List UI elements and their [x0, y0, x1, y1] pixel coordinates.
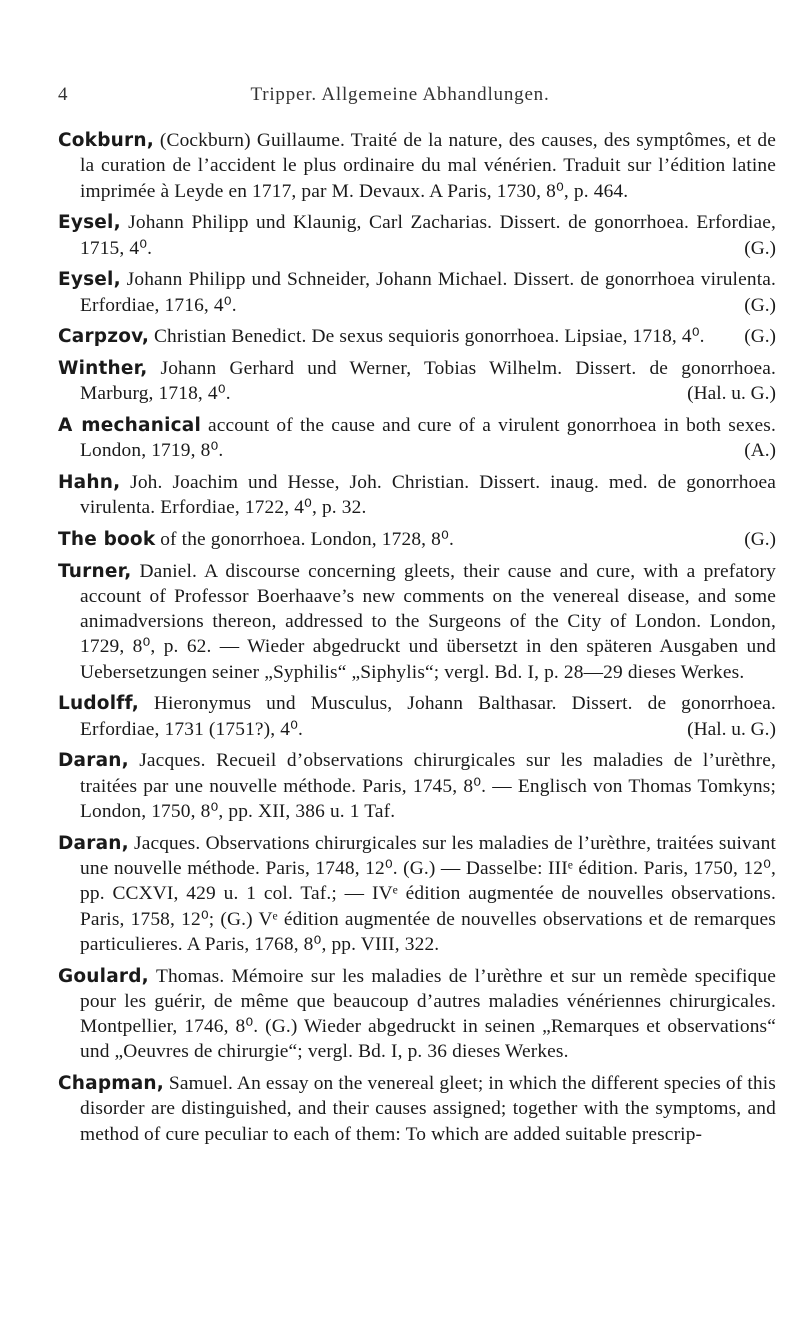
running-title: Tripper. Allgemeine Abhandlungen.: [250, 84, 550, 105]
entry-heading: Eysel,: [58, 212, 121, 234]
entry-text: Daniel. A discourse concerning gleets, their cause and cure, with a prefatory account of Professor Boerhaave’s new comments on the venereal disease, and some animadversions thereon, addressed to the Surgeons of the City of London. London, 1729, 8⁰, p. 62. — Wieder abgedruckt und übersetzt in den späteren Ausgaben und Uebersetzungen seiner „Syphilis“ „Siphylis“; vergl. Bd. I, p. 28—29 dieses Werkes.: [80, 560, 776, 683]
entry-heading: The book: [58, 528, 156, 550]
bibliography-list: [58, 128, 776, 1153]
entry-heading: Carpzov,: [58, 326, 150, 348]
entry-location: (A.): [744, 440, 776, 462]
entry-text: Johann Philipp und Klaunig, Carl Zacharias. Dissert. de gonorrhoea. Erfordiae, 1715, 4⁰.: [80, 212, 776, 259]
bibliography-entry: [58, 356, 776, 407]
entry-heading: Daran,: [58, 750, 129, 772]
entry-text: of the gonorrhoea. London, 1728, 8⁰.: [160, 528, 454, 550]
bibliography-entry: [58, 527, 776, 552]
entry-text: Christian Benedict. De sexus sequioris gonorrhoea. Lipsiae, 1718, 4⁰.: [153, 326, 705, 348]
entry-text: Hieronymus und Musculus, Johann Balthasar. Dissert. de gonorrhoea. Erfordiae, 1731 (1751?), 4⁰.: [80, 693, 776, 740]
entry-heading: Goulard,: [58, 965, 149, 987]
bibliography-entry: [58, 210, 776, 261]
entry-heading: Cokburn,: [58, 130, 154, 151]
bibliography-entry: [58, 128, 776, 204]
entry-text: Jacques. Recueil d’observations chirurgicales sur les maladies de l’urèthre, traitées par une nouvelle méthode. Paris, 1745, 8⁰. — Englisch von Thomas Tomkyns; London, 1750, 8⁰, pp. XII, 386 u. 1 Taf.: [80, 750, 776, 823]
entry-heading: Winther,: [58, 357, 148, 379]
bibliography-entry: [58, 470, 776, 521]
bibliography-entry: [58, 964, 776, 1065]
bibliography-entry: [58, 1071, 776, 1147]
entry-text: (Cockburn) Guillaume. Traité de la nature, des causes, des symptômes, et de la curation de l’accident le plus ordinaire du mal vénérien. Traduit sur l’édition latine imprimée à Leyde en 1717, par M. Devaux. A Paris, 1730, 8⁰, p. 464.: [80, 130, 776, 202]
bibliography-entry: [58, 324, 776, 349]
page-header: [0, 84, 800, 108]
entry-heading: Turner,: [58, 560, 132, 582]
bibliography-entry: [58, 748, 776, 824]
entry-location: (G.): [744, 294, 776, 316]
entry-text: account of the cause and cure of a virulent gonorrhoea in both sexes. London, 1719, 8⁰.: [80, 414, 777, 462]
entry-heading: A mechanical: [58, 414, 202, 436]
bibliography-entry: [58, 413, 776, 464]
entry-location: (G.): [744, 237, 776, 259]
entry-text: Johann Gerhard und Werner, Tobias Wilhelm. Dissert. de gonorrhoea. Marburg, 1718, 4⁰.: [80, 357, 776, 405]
entry-text: Samuel. An essay on the venereal gleet; in which the different species of this disorder are distinguished, and their causes assigned; together with the symptoms, and method of cure peculiar to each of them: To which are added suitable prescrip-: [80, 1073, 776, 1145]
bibliography-entry: [58, 559, 776, 685]
entry-heading: Chapman,: [58, 1073, 165, 1095]
entry-heading: Hahn,: [58, 471, 121, 493]
entry-location: (Hal. u. G.): [687, 383, 776, 405]
bibliography-entry: [58, 691, 776, 742]
entry-text: Joh. Joachim und Hesse, Joh. Christian. Dissert. inaug. med. de gonorrhoea virulenta. Erfordiae, 1722, 4⁰, p. 32.: [80, 471, 776, 519]
entry-location: (G.): [744, 326, 776, 348]
entry-text: Jacques. Observations chirurgicales sur les maladies de l’urèthre, traitées suivant une nouvelle méthode. Paris, 1748, 12⁰. (G.) — Dasselbe: IIIᵉ édition. Paris, 1750, 12⁰, pp. CCXVI, 429 u. 1 col. Taf.; — IVᵉ édition augmentée de nouvelles observations. Paris, 1758, 12⁰; (G.) Vᵉ édition augmentée de nouvelles observations et de remarques particulieres. A Paris, 1768, 8⁰, pp. VIII, 322.: [80, 832, 776, 955]
entry-location: (G.): [744, 528, 776, 550]
bibliography-entry: [58, 267, 776, 318]
entry-text: Johann Philipp und Schneider, Johann Michael. Dissert. de gonorrhoea virulenta. Erfordiae, 1716, 4⁰.: [80, 269, 776, 316]
entry-heading: Daran,: [58, 832, 129, 854]
bibliography-entry: [58, 831, 776, 957]
entry-heading: Eysel,: [58, 269, 121, 291]
entry-text: Thomas. Mémoire sur les maladies de l’urèthre et sur un remède specifique pour les guérir, de même que beaucoup d’autres maladies vénériennes chirurgicales. Montpellier, 1746, 8⁰. (G.) Wieder abgedruckt in seinen „Remarques et observations“ und „Oeuvres de chirurgie“; vergl. Bd. I, p. 36 dieses Werkes.: [80, 965, 776, 1063]
page-number: 4: [58, 84, 68, 105]
entry-location: (Hal. u. G.): [687, 718, 776, 740]
entry-heading: Ludolff,: [58, 693, 139, 715]
